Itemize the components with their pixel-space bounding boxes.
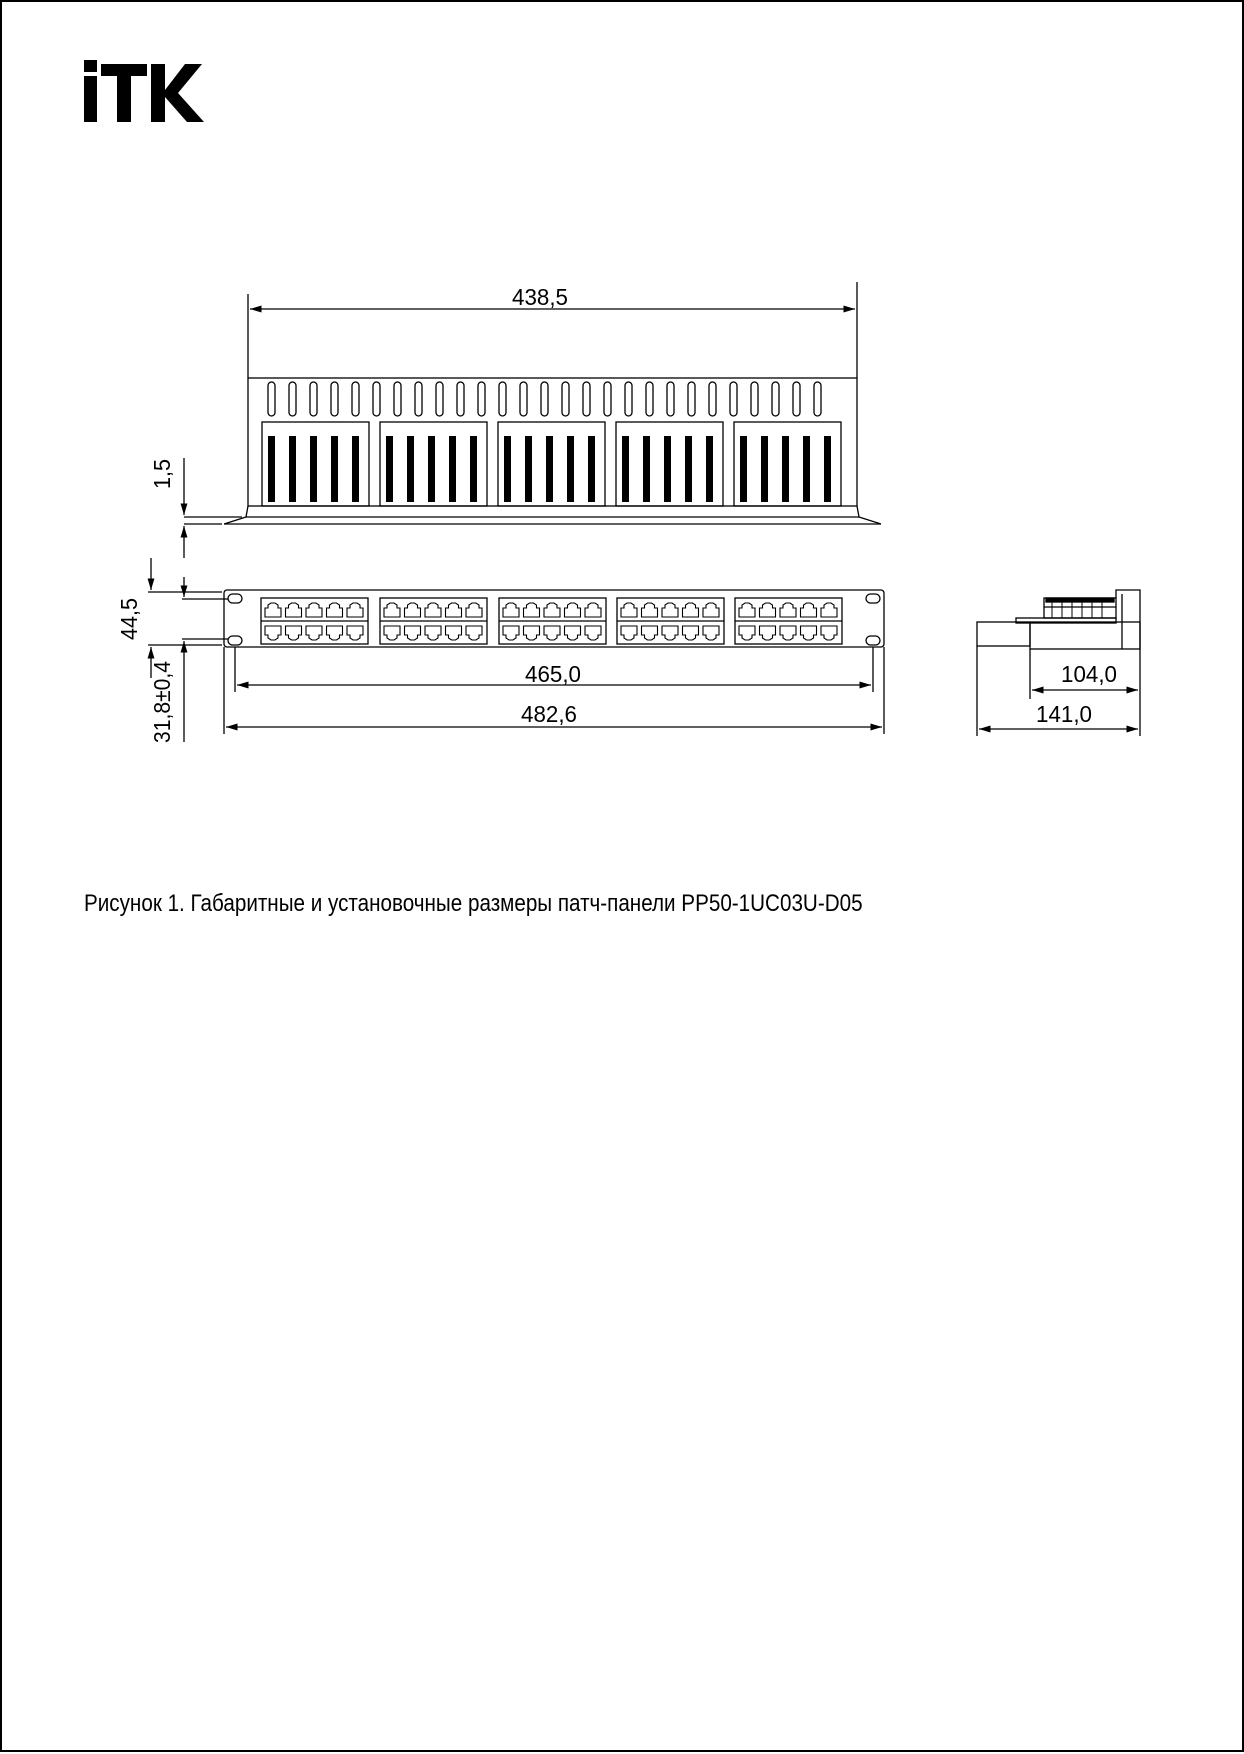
figure-caption: Рисунок 1. Габаритные и установочные размеры патч-панели PP50-1UC03U-D05	[84, 890, 863, 917]
rj45-port	[384, 603, 400, 617]
rj45-port	[642, 626, 658, 640]
side-cable-part	[977, 622, 1030, 646]
rj45-port	[621, 603, 637, 617]
side-body	[1030, 622, 1140, 649]
dim-label-overall-width: 482,6	[521, 701, 577, 727]
rj45-port	[642, 603, 658, 617]
rj45-port	[347, 626, 363, 640]
rj45-port	[683, 603, 699, 617]
rj45-port	[662, 603, 678, 617]
rj45-port	[466, 626, 482, 640]
mount-hole-tr	[866, 594, 880, 603]
rj45-port	[585, 626, 601, 640]
rj45-port	[425, 603, 441, 617]
rj45-port	[286, 603, 302, 617]
rj45-port	[503, 603, 519, 617]
vent-slots	[268, 382, 821, 416]
rj45-port	[327, 626, 343, 640]
rj45-port	[306, 603, 322, 617]
contact-strips	[268, 436, 831, 502]
dim-label-panel-height: 44,5	[116, 595, 142, 640]
rj45-port	[265, 626, 281, 640]
rj45-port	[503, 626, 519, 640]
rj45-port	[544, 626, 560, 640]
rj45-port	[524, 626, 540, 640]
rj45-port	[821, 603, 837, 617]
rj45-port	[739, 626, 755, 640]
dim-label-hole-spacing: 465,0	[525, 661, 581, 687]
dim-label-flange-thickness: 1,5	[149, 457, 175, 489]
rj45-port	[384, 626, 400, 640]
port-modules	[261, 598, 842, 644]
rj45-port	[347, 603, 363, 617]
rj45-port	[565, 626, 581, 640]
rj45-port	[703, 603, 719, 617]
rj45-port	[780, 626, 796, 640]
rj45-port	[585, 603, 601, 617]
rj45-port	[739, 603, 755, 617]
rj45-port	[405, 626, 421, 640]
front-view	[148, 558, 884, 742]
rj45-port	[286, 626, 302, 640]
rj45-port	[821, 626, 837, 640]
rj45-port	[621, 626, 637, 640]
technical-drawing	[2, 2, 1244, 1754]
rj45-port	[801, 603, 817, 617]
mount-hole-tl	[228, 594, 242, 603]
top-view	[184, 282, 881, 558]
rj45-port	[306, 626, 322, 640]
dim-label-top-width: 438,5	[512, 284, 568, 310]
rj45-port	[801, 626, 817, 640]
dim-label-side-total: 141,0	[1036, 701, 1092, 727]
rj45-port	[760, 603, 776, 617]
rj45-port	[544, 603, 560, 617]
rj45-port	[446, 603, 462, 617]
rj45-port	[524, 603, 540, 617]
rj45-port	[265, 603, 281, 617]
dim-label-mount-offset: 31,8±0,4	[149, 653, 175, 743]
mount-hole-bl	[228, 636, 242, 645]
rj45-port	[446, 626, 462, 640]
dim-label-side-body: 104,0	[1061, 661, 1117, 687]
mount-hole-br	[866, 636, 880, 645]
rj45-port	[466, 603, 482, 617]
rj45-port	[703, 626, 719, 640]
rj45-port	[662, 626, 678, 640]
rj45-port	[425, 626, 441, 640]
rj45-port	[760, 626, 776, 640]
rj45-port	[405, 603, 421, 617]
rj45-port	[780, 603, 796, 617]
rj45-port	[327, 603, 343, 617]
rj45-port	[565, 603, 581, 617]
rj45-port	[683, 626, 699, 640]
